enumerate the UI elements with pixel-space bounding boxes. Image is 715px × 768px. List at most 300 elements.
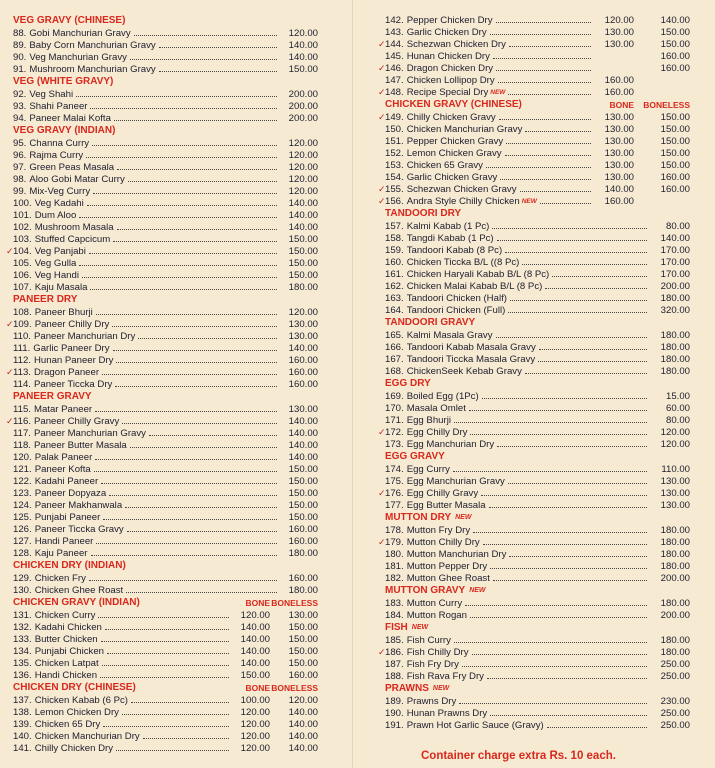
price-boneless: 130.00	[288, 610, 318, 621]
item-number: 152.	[385, 148, 404, 159]
item-price: 180.00	[660, 537, 690, 548]
item-number: 136.	[13, 670, 32, 681]
item-name: Tandoori Kabab Masala Gravy	[406, 342, 536, 353]
tick-mark: ✓	[6, 367, 14, 377]
item-number: 105.	[13, 258, 32, 269]
item-price: 150.00	[288, 476, 318, 487]
dot-leader	[481, 495, 647, 496]
menu-item	[385, 268, 690, 280]
price-bone: 120.00	[604, 15, 634, 26]
item-name: Tandoori Ticcka Masala Gravy	[406, 354, 536, 365]
price-bone: 130.00	[604, 136, 634, 147]
dot-leader	[493, 580, 647, 581]
item-number: 92.	[13, 89, 27, 100]
dot-leader	[130, 59, 277, 60]
item-number: 100.	[13, 198, 32, 209]
price-boneless: 140.00	[288, 731, 318, 742]
menu-item	[13, 330, 318, 342]
item-price: 140.00	[288, 198, 318, 209]
item-number: 122.	[13, 476, 32, 487]
item-number: 133.	[13, 634, 32, 645]
item-price: 150.00	[288, 64, 318, 75]
price-bone: 130.00	[604, 39, 634, 50]
item-price: 180.00	[660, 366, 690, 377]
dot-leader	[473, 532, 647, 533]
dot-leader	[113, 350, 278, 351]
item-name: Shahi Paneer	[29, 101, 88, 112]
item-name: Veg Handi	[34, 270, 79, 281]
item-price: 170.00	[660, 257, 690, 268]
section-title: EGG GRAVY	[385, 451, 445, 462]
section-title: CHICKEN DRY (CHINESE)	[13, 682, 136, 693]
menu-item	[385, 280, 690, 292]
menu-item	[385, 634, 690, 646]
item-name: Kaju Paneer	[34, 548, 88, 559]
dot-leader	[509, 556, 647, 557]
menu-item	[13, 137, 318, 149]
menu-item	[378, 183, 690, 195]
tick-mark: ✓	[378, 488, 386, 498]
dot-leader	[525, 373, 647, 374]
menu-item	[13, 173, 318, 185]
price-bone: 100.00	[240, 695, 270, 706]
menu-item	[385, 499, 690, 511]
item-name: Egg Chilly Gravy	[406, 488, 479, 499]
menu-item	[378, 536, 690, 548]
dot-leader	[498, 82, 591, 83]
item-name: Kalmi Masala Gravy	[406, 330, 493, 341]
item-number: 129.	[13, 573, 32, 584]
item-number: 109.	[13, 319, 32, 330]
menu-item	[385, 123, 690, 135]
item-number: 110.	[13, 331, 31, 342]
item-number: 130.	[13, 585, 32, 596]
item-name: Channa Curry	[29, 138, 90, 149]
item-number: 179.	[385, 537, 404, 548]
price-bone: 140.00	[240, 646, 270, 657]
section-header	[13, 560, 318, 572]
price-boneless: 140.00	[288, 743, 318, 754]
boneless-header: BONELESS	[271, 683, 318, 693]
item-number: 151.	[385, 136, 404, 147]
item-name: Lemon Chicken Dry	[34, 707, 119, 718]
item-number: 108.	[13, 307, 32, 318]
item-name: ChickenSeek Kebab Gravy	[406, 366, 522, 377]
tick-mark: ✓	[378, 63, 386, 73]
item-number: 117.	[13, 428, 31, 439]
item-name: Schezwan Chicken Gravy	[406, 184, 517, 195]
price-boneless: 160.00	[660, 172, 690, 183]
item-number: 157.	[385, 221, 404, 232]
item-number: 137.	[13, 695, 32, 706]
dot-leader	[128, 181, 277, 182]
menu-item	[6, 415, 318, 427]
item-name: Stuffed Capcicum	[34, 234, 111, 245]
item-number: 111.	[13, 343, 31, 354]
boneless-header: BONELESS	[271, 598, 318, 608]
dot-leader	[496, 70, 591, 71]
section-header	[385, 317, 690, 329]
dot-leader	[472, 654, 647, 655]
dot-leader	[539, 349, 647, 350]
item-price: 150.00	[288, 464, 318, 475]
dot-leader	[497, 446, 647, 447]
item-name: Paneer Kofta	[34, 464, 91, 475]
menu-item	[13, 378, 318, 390]
menu-item	[385, 414, 690, 426]
item-name: Matar Paneer	[33, 404, 93, 415]
section-header	[13, 294, 318, 306]
item-price: 120.00	[288, 162, 318, 173]
section-title: PANEER DRY	[13, 294, 78, 305]
menu-item	[13, 63, 318, 75]
item-name: Aloo Gobi Matar Curry	[29, 174, 125, 185]
item-name: Veg Kadahi	[34, 198, 84, 209]
item-name: Veg Shahi	[29, 89, 74, 100]
item-name: Egg Manchurian Dry	[406, 439, 495, 450]
dot-leader	[453, 471, 647, 472]
menu-item	[385, 147, 690, 159]
item-name: Veg Gulla	[34, 258, 77, 269]
new-tag: NEW	[411, 624, 429, 631]
item-number: 167.	[385, 354, 404, 365]
item-number: 173.	[385, 439, 404, 450]
item-price: 140.00	[288, 210, 318, 221]
item-number: 148.	[385, 87, 404, 98]
item-name: Paneer Chilly Dry	[34, 319, 110, 330]
menu-item	[13, 499, 318, 511]
item-price: 120.00	[288, 138, 318, 149]
dot-leader	[117, 169, 277, 170]
item-number: 131.	[13, 610, 32, 621]
tick-mark: ✓	[378, 537, 386, 547]
item-price: 60.00	[665, 403, 690, 414]
menu-item	[13, 185, 318, 197]
menu-item	[13, 475, 318, 487]
item-number: 185.	[385, 635, 404, 646]
item-number: 102.	[13, 222, 32, 233]
item-name: Lemon Chicken Gravy	[406, 148, 502, 159]
dot-leader	[552, 276, 647, 277]
item-name: Garlic Paneer Dry	[33, 343, 110, 354]
price-boneless: 150.00	[288, 646, 318, 657]
item-number: 114.	[13, 379, 31, 390]
menu-item	[13, 730, 318, 742]
dot-leader	[92, 145, 277, 146]
item-name: Egg Chilly Dry	[406, 427, 468, 438]
price-boneless: 150.00	[288, 622, 318, 633]
item-number: 132.	[13, 622, 32, 633]
dot-leader	[101, 641, 229, 642]
dot-leader	[117, 229, 277, 230]
section-header	[385, 99, 690, 111]
item-number: 163.	[385, 293, 404, 304]
item-number: 181.	[385, 561, 404, 572]
item-price: 180.00	[288, 548, 318, 559]
dot-leader	[547, 727, 647, 728]
item-price: 120.00	[660, 427, 690, 438]
section-header	[385, 585, 690, 597]
item-price: 180.00	[660, 647, 690, 658]
tick-mark: ✓	[378, 427, 386, 437]
item-name: Handi Paneer	[34, 536, 94, 547]
item-name: Kadahi Paneer	[34, 476, 99, 487]
item-price: 200.00	[288, 101, 318, 112]
item-name: Paneer Manchurian Dry	[33, 331, 136, 342]
dot-leader	[115, 386, 277, 387]
dot-leader	[96, 314, 277, 315]
price-bone: 160.00	[604, 196, 634, 207]
item-name: Rajma Curry	[29, 150, 84, 161]
price-boneless: 160.00	[660, 184, 690, 195]
price-boneless: 140.00	[288, 707, 318, 718]
item-name: Paneer Malai Kofta	[29, 113, 111, 124]
dot-leader	[91, 555, 278, 556]
item-price: 180.00	[660, 549, 690, 560]
item-name: Green Peas Masala	[29, 162, 115, 173]
item-number: 172.	[385, 427, 404, 438]
item-name: Mutton Fry Dry	[406, 525, 471, 536]
menu-item	[385, 256, 690, 268]
item-number: 142.	[385, 15, 404, 26]
menu-item	[385, 707, 690, 719]
item-name: Chicken Haryali Kabab B/L (8 Pc)	[406, 269, 550, 280]
item-name: Boiled Egg (1Pc)	[406, 391, 479, 402]
menu-item	[13, 149, 318, 161]
item-name: Fish Chilly Dry	[406, 647, 469, 658]
item-name: Dum Aloo	[34, 210, 77, 221]
price-bone: 160.00	[604, 87, 634, 98]
item-name: Chicken Lollipop Dry	[406, 75, 495, 86]
item-price: 180.00	[288, 282, 318, 293]
item-name: Veg Panjabi	[34, 246, 86, 257]
item-number: 123.	[13, 488, 32, 499]
price-boneless: 150.00	[288, 658, 318, 669]
boneless-header: BONELESS	[643, 100, 690, 110]
item-name: Tandoori Chicken (Full)	[406, 305, 506, 316]
menu-item	[13, 233, 318, 245]
menu-item	[13, 547, 318, 559]
menu-item	[385, 50, 690, 62]
dot-leader	[134, 35, 277, 36]
item-price: 140.00	[288, 222, 318, 233]
item-price: 200.00	[660, 281, 690, 292]
item-price: 160.00	[288, 524, 318, 535]
menu-item	[13, 633, 318, 645]
price-bone: 140.00	[240, 658, 270, 669]
menu-item	[6, 318, 318, 330]
new-tag: NEW	[455, 514, 472, 521]
item-number: 104.	[13, 246, 32, 257]
dot-leader	[510, 300, 647, 301]
item-number: 145.	[385, 51, 404, 62]
item-price: 150.00	[288, 270, 318, 281]
item-price: 180.00	[660, 293, 690, 304]
dot-leader	[131, 702, 229, 703]
section-title: MUTTON DRY	[385, 512, 452, 523]
item-number: 150.	[385, 124, 404, 135]
item-name: Gobi Manchurian Gravy	[29, 28, 131, 39]
item-name: Chicken Kabab (6 Pc)	[34, 695, 129, 706]
item-name: Tandoori Chicken (Half)	[406, 293, 507, 304]
section-title: PRAWNS	[385, 683, 429, 694]
container-charge-note: Container charge extra Rs. 10 each.	[421, 750, 616, 762]
menu-item	[385, 597, 690, 609]
section-title: TANDOORI DRY	[385, 208, 462, 219]
menu-item	[385, 353, 690, 365]
item-number: 155.	[385, 184, 404, 195]
menu-item	[385, 74, 690, 86]
menu-item	[6, 366, 318, 378]
new-tag: NEW	[432, 685, 450, 692]
menu-item	[13, 342, 318, 354]
item-number: 182.	[385, 573, 404, 584]
item-number: 190.	[385, 708, 404, 719]
item-number: 121.	[13, 464, 32, 475]
price-boneless: 150.00	[660, 136, 690, 147]
menu-item	[385, 402, 690, 414]
menu-item	[13, 657, 318, 669]
menu-column-left	[6, 14, 318, 754]
tick-mark: ✓	[378, 196, 386, 206]
dot-leader	[89, 253, 277, 254]
item-name: Punjabi Paneer	[34, 512, 101, 523]
price-bone: 130.00	[604, 27, 634, 38]
tick-mark: ✓	[6, 246, 14, 256]
dot-leader	[493, 58, 591, 59]
item-number: 154.	[385, 172, 404, 183]
item-name: Handi Chicken	[34, 670, 98, 681]
item-name: Chicken Manchurian Gravy	[406, 124, 523, 135]
dot-leader	[130, 447, 277, 448]
section-title: CHICKEN GRAVY (CHINESE)	[385, 99, 522, 110]
item-number: 165.	[385, 330, 404, 341]
dot-leader	[487, 678, 647, 679]
menu-item	[385, 292, 690, 304]
dot-leader	[116, 750, 229, 751]
dot-leader	[103, 726, 229, 727]
dot-leader	[94, 471, 277, 472]
item-number: 186.	[385, 647, 404, 658]
menu-item	[13, 487, 318, 499]
bone-header: BONE	[245, 683, 270, 693]
item-number: 184.	[385, 610, 404, 621]
menu-item	[385, 329, 690, 341]
item-name: Paneer Dopyaza	[34, 488, 107, 499]
item-number: 164.	[385, 305, 404, 316]
item-price: 140.00	[660, 233, 690, 244]
menu-item	[378, 426, 690, 438]
item-number: 169.	[385, 391, 404, 402]
menu-item	[385, 159, 690, 171]
section-title: CHICKEN DRY (INDIAN)	[13, 560, 126, 571]
menu-item	[378, 38, 690, 50]
dot-leader	[122, 714, 229, 715]
item-name: Chicken Latpat	[34, 658, 99, 669]
price-bone: 120.00	[240, 743, 270, 754]
dot-leader	[79, 265, 277, 266]
dot-leader	[497, 240, 647, 241]
menu-item	[385, 304, 690, 316]
item-name: Egg Butter Masala	[406, 500, 486, 511]
dot-leader	[483, 544, 647, 545]
item-name: Kadahi Chicken	[34, 622, 102, 633]
item-number: 176.	[385, 488, 404, 499]
section-header	[385, 378, 690, 390]
dot-leader	[103, 519, 277, 520]
dot-leader	[96, 543, 277, 544]
item-price: 230.00	[660, 696, 690, 707]
item-number: 135.	[13, 658, 32, 669]
item-name: Paneer Chilly Gravy	[33, 416, 120, 427]
price-bone: 130.00	[604, 160, 634, 171]
item-number: 171.	[385, 415, 404, 426]
item-number: 139.	[13, 719, 32, 730]
item-number: 138.	[13, 707, 32, 718]
item-price: 180.00	[660, 635, 690, 646]
item-name: Mutton Ghee Roast	[406, 573, 490, 584]
menu-item	[385, 524, 690, 536]
price-bone: 150.00	[240, 670, 270, 681]
item-number: 177.	[385, 500, 404, 511]
item-price: 150.00	[288, 488, 318, 499]
item-name: Fish Fry Dry	[406, 659, 459, 670]
item-price: 200.00	[288, 89, 318, 100]
item-number: 168.	[385, 366, 404, 377]
item-number: 99.	[13, 186, 27, 197]
item-price: 120.00	[288, 307, 318, 318]
menu-item	[13, 88, 318, 100]
bone-header: BONE	[245, 598, 270, 608]
item-price: 120.00	[288, 150, 318, 161]
item-name: Mushroom Masala	[34, 222, 114, 233]
item-name: Andra Style Chilly Chicken	[406, 196, 520, 207]
item-number: 158.	[385, 233, 404, 244]
item-price: 180.00	[660, 330, 690, 341]
price-boneless: 150.00	[660, 148, 690, 159]
menu-item	[13, 209, 318, 221]
item-number: 144.	[385, 39, 404, 50]
price-bone: 130.00	[604, 148, 634, 159]
dot-leader	[454, 642, 647, 643]
section-title: CHICKEN GRAVY (INDIAN)	[13, 597, 140, 608]
dot-leader	[149, 435, 277, 436]
price-bone: 120.00	[240, 731, 270, 742]
item-price: 140.00	[288, 343, 318, 354]
section-header	[385, 208, 690, 220]
price-boneless: 150.00	[660, 39, 690, 50]
tick-mark: ✓	[378, 112, 386, 122]
dot-leader	[525, 131, 591, 132]
item-name: Mutton Pepper Dry	[406, 561, 488, 572]
section-header	[13, 76, 318, 88]
item-number: 96.	[13, 150, 27, 161]
item-name: Chicken Manchurian Dry	[34, 731, 140, 742]
item-number: 170.	[385, 403, 404, 414]
item-price: 130.00	[288, 404, 318, 415]
item-price: 120.00	[288, 186, 318, 197]
item-number: 120.	[13, 452, 32, 463]
item-name: Chicken Ticcka B/L ((8 Pc)	[406, 257, 520, 268]
tick-mark: ✓	[378, 647, 386, 657]
new-tag: NEW	[469, 587, 486, 594]
dot-leader	[112, 326, 277, 327]
item-price: 130.00	[660, 500, 690, 511]
price-boneless: 140.00	[288, 719, 318, 730]
item-price: 140.00	[288, 40, 318, 51]
tick-mark: ✓	[378, 87, 386, 97]
dot-leader	[499, 119, 591, 120]
